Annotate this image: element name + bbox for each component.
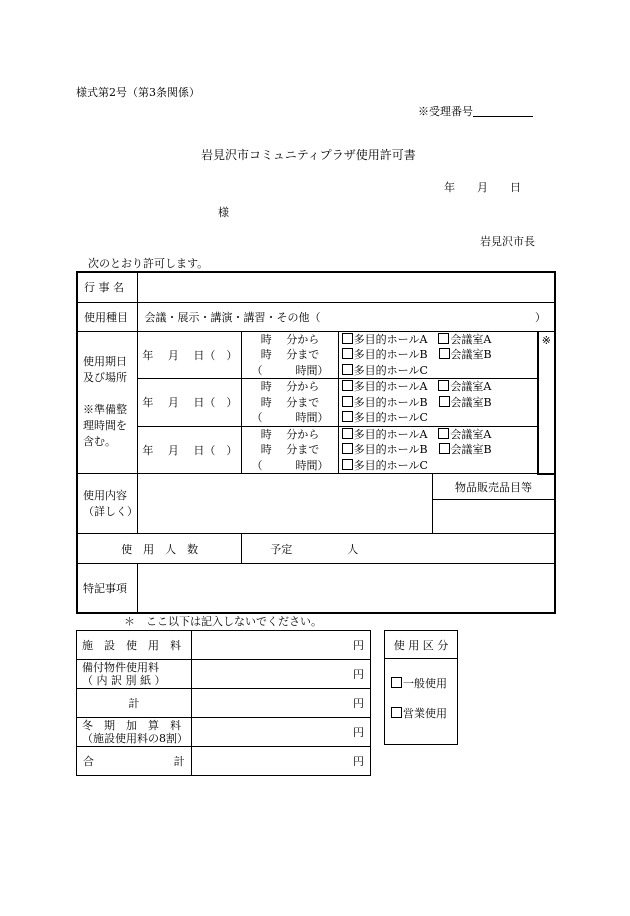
checkbox-hall-b-2[interactable] (342, 396, 353, 407)
time-to-2: 時 分まで (260, 395, 320, 409)
receipt-number-label: ※受理番号 (418, 105, 473, 118)
category-table (384, 630, 458, 745)
room-conf-b-2: 会議室B (450, 395, 492, 409)
use-type-options: 会議・展示・講演・講習・その他（ (144, 310, 321, 324)
room-conf-a-1: 会議室A (450, 332, 492, 346)
permit-table (76, 271, 556, 614)
hours-3: （ 時間） (251, 458, 329, 472)
goods-input[interactable] (433, 500, 556, 534)
date-input-2[interactable]: 年 月 日（ ） (138, 379, 242, 427)
fee-table (76, 630, 371, 776)
document-title: 岩見沢市コミュニティプラザ使用許可書 (201, 148, 416, 162)
equipment-fee-value: 円 (191, 660, 370, 689)
time-to-3: 時 分まで (260, 443, 320, 456)
checkbox-hall-c-1[interactable] (342, 364, 353, 375)
checkbox-conf-a-1[interactable] (438, 333, 449, 344)
category-header: 使 用 区 分 (385, 631, 458, 659)
subtotal-value: 円 (191, 689, 370, 718)
checkbox-hall-a-3[interactable] (342, 428, 353, 439)
room-conf-a-2: 会議室A (450, 380, 492, 393)
receipt-number-field[interactable] (418, 103, 533, 119)
event-name-input[interactable] (138, 272, 555, 302)
office-use-note: ＊ ここ以下は記入しないでください。 (124, 615, 322, 628)
winter-fee-value: 円 (191, 718, 370, 747)
hours-2: （ 時間） (251, 411, 329, 424)
winter-fee-line1: 冬 期 加 算 料 (82, 719, 181, 732)
equipment-fee-line1: 備付物件使用料 (82, 661, 159, 674)
room-hall-b-1: 多目的ホールB (353, 348, 428, 361)
room-conf-b-3: 会議室B (450, 443, 492, 456)
checkbox-conf-b-1[interactable] (439, 348, 450, 359)
category-options (385, 659, 458, 745)
people-label: 使 用 人 数 (77, 534, 242, 564)
content-input[interactable] (138, 474, 433, 534)
people-input[interactable]: 予定 人 (242, 534, 555, 564)
facility-fee-label: 施 設 使 用 料 (77, 631, 192, 660)
time-from-1: 時 分から (260, 332, 320, 346)
checkbox-business-use[interactable] (391, 707, 402, 718)
equipment-fee-label (77, 660, 192, 689)
room-hall-a-3: 多目的ホールA (353, 427, 428, 441)
room-hall-a-1: 多目的ホールA (353, 332, 428, 346)
subtotal-label: 計 (77, 689, 192, 718)
checkbox-hall-c-2[interactable] (342, 411, 353, 422)
intro-text: 次のとおり許可します。 (88, 257, 209, 270)
hours-1: （ 時間） (251, 363, 329, 377)
room-conf-b-1: 会議室B (450, 348, 492, 361)
prep-note-line2: 理時間を (83, 419, 127, 433)
room-conf-a-3: 会議室A (450, 427, 492, 441)
goods-label: 物品販売品目等 (433, 474, 556, 500)
checkbox-conf-a-3[interactable] (438, 428, 449, 439)
room-cell-3 (338, 426, 538, 474)
checkbox-hall-b-3[interactable] (342, 443, 353, 454)
room-hall-c-2: 多目的ホールC (353, 411, 428, 424)
room-cell-1 (338, 331, 538, 379)
special-label: 特記事項 (77, 564, 138, 613)
form-number: 様式第2号（第3条関係） (76, 86, 200, 99)
prep-note-line1: ※準備整 (83, 403, 127, 417)
room-hall-b-2: 多目的ホールB (353, 395, 428, 409)
prep-note-line3: 含む。 (83, 435, 116, 449)
issuer: 岩見沢市長 (480, 235, 535, 248)
checkbox-general-use[interactable] (391, 677, 402, 688)
office-use-cell (538, 331, 555, 474)
time-cell-2[interactable] (242, 379, 338, 427)
winter-fee-line2: （施設使用料の8割） (82, 732, 188, 745)
room-hall-a-2: 多目的ホールA (353, 380, 428, 393)
total-label (77, 747, 192, 776)
checkbox-hall-a-2[interactable] (342, 380, 353, 391)
room-hall-c-3: 多目的ホールC (353, 458, 428, 472)
room-cell-2 (338, 379, 538, 427)
use-type-close: ） (535, 310, 546, 324)
total-label-right: 計 (173, 755, 185, 768)
content-label (77, 474, 138, 534)
facility-fee-value: 円 (191, 631, 370, 660)
general-use-label: 一般使用 (403, 677, 447, 690)
checkbox-hall-c-3[interactable] (342, 459, 353, 470)
equipment-fee-line2: （ 内 訳 別 紙 ） (82, 674, 166, 687)
checkbox-conf-b-2[interactable] (439, 396, 450, 407)
checkbox-conf-a-2[interactable] (438, 380, 449, 391)
time-cell-1[interactable] (242, 331, 338, 379)
date-field[interactable]: 年 月 日 (444, 181, 521, 194)
date-input-1[interactable]: 年 月 日（ ） (138, 331, 242, 379)
room-hall-b-3: 多目的ホールB (353, 443, 428, 456)
period-label-line2: 及び場所 (83, 371, 127, 385)
office-use-mark: ※ (541, 333, 551, 347)
content-label-line2: （詳しく） (83, 504, 138, 518)
business-use-label: 営業使用 (403, 707, 447, 720)
time-from-3: 時 分から (260, 427, 320, 441)
special-input[interactable] (138, 564, 555, 613)
use-type-label: 使用種目 (77, 302, 138, 331)
checkbox-conf-b-3[interactable] (439, 443, 450, 454)
content-label-line1: 使用内容 (83, 488, 127, 502)
period-place-label (77, 331, 138, 474)
time-from-2: 時 分から (260, 380, 320, 393)
room-hall-c-1: 多目的ホールC (353, 363, 428, 377)
date-input-3[interactable]: 年 月 日（ ） (138, 426, 242, 474)
time-cell-3[interactable] (242, 426, 338, 474)
checkbox-hall-b-1[interactable] (342, 348, 353, 359)
checkbox-hall-a-1[interactable] (342, 333, 353, 344)
recipient-honorific: 様 (218, 206, 229, 219)
event-name-label: 行 事 名 (77, 272, 138, 302)
winter-fee-label (77, 718, 192, 747)
total-label-left: 合 (83, 755, 94, 768)
use-type-input[interactable] (138, 302, 555, 331)
time-to-1: 時 分まで (260, 348, 320, 361)
total-value: 円 (191, 747, 370, 776)
period-label-line1: 使用期日 (83, 355, 127, 369)
